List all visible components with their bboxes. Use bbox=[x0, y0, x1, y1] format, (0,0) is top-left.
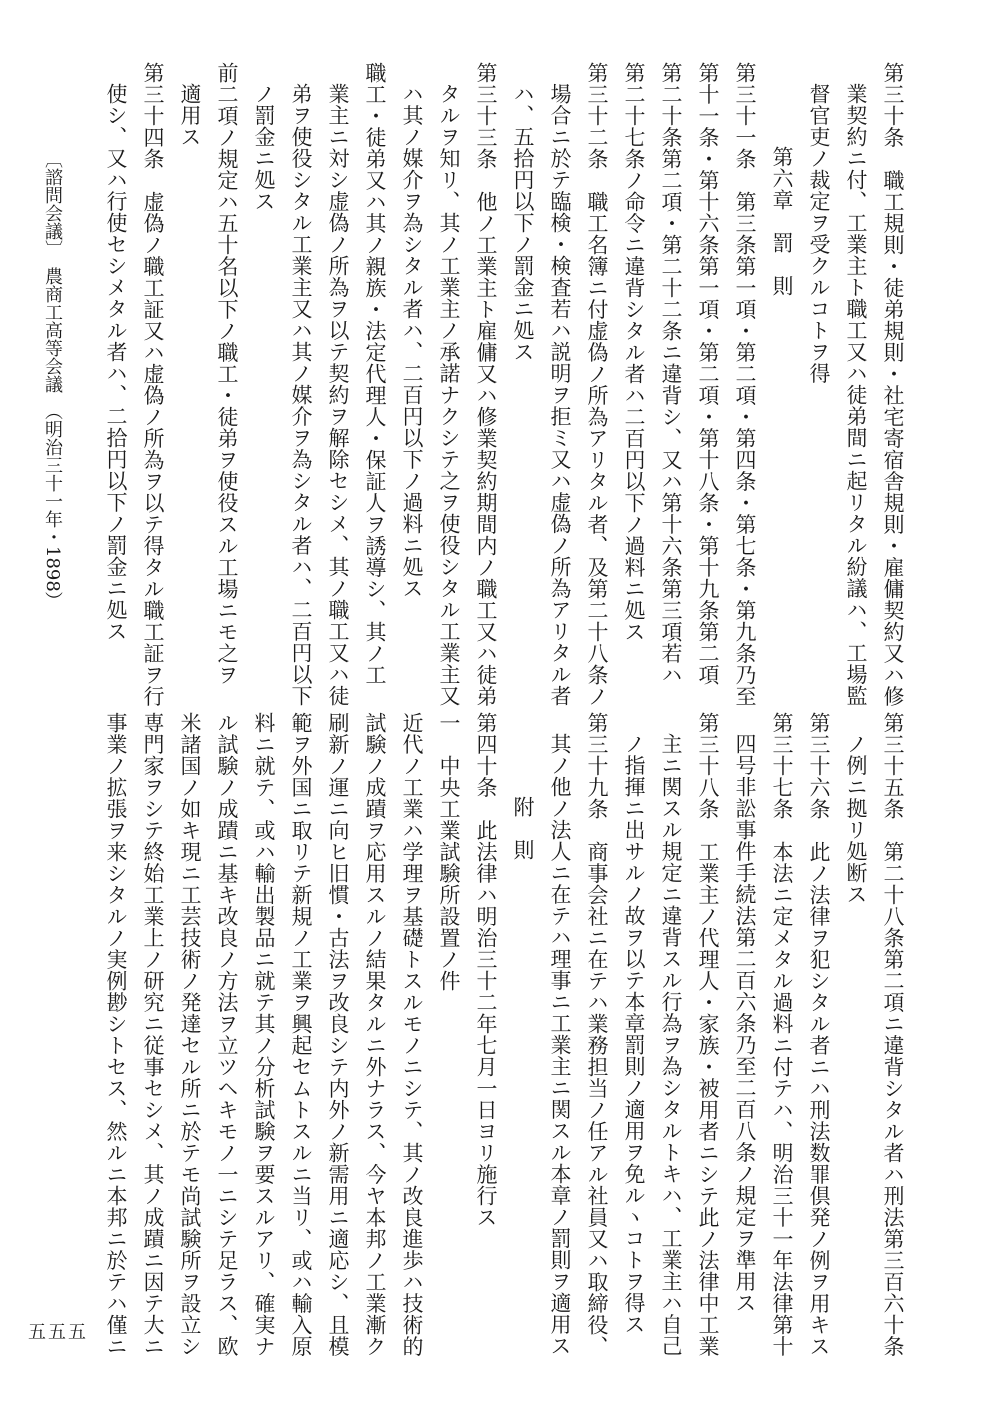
text-line: 場合ニ於テ臨検・検査若ハ説明ヲ拒ミ又ハ虚偽ノ所為アリタル者 bbox=[548, 83, 572, 707]
chapter-heading: 第六章 罰 則 bbox=[770, 146, 794, 297]
text-line: 試験ノ成蹟ヲ応用スルノ結果タルニ外ナラス、今ヤ本邦ノ工業漸ク bbox=[363, 712, 387, 1357]
lower-text-block bbox=[97, 712, 911, 1357]
text-line: 第三十五条 第二十八条第二項ニ違背シタル者ハ刑法第三百六十条 bbox=[881, 712, 905, 1357]
section-heading-supplementary: 附 則 bbox=[511, 796, 535, 861]
text-line: 第三十一条 第三条第一項・第二項・第四条・第七条・第九条乃至 bbox=[733, 62, 757, 707]
text-line: 第三十七条 本法ニ定メタル過料ニ付テハ、明治三十一年法律第十 bbox=[770, 712, 794, 1357]
text-line: 近代ノ工業ハ学理ヲ基礎トスルモノニシテ、其ノ改良進歩ハ技術的 bbox=[400, 712, 424, 1357]
text-line: 第三十四条 虚偽ノ職工証又ハ虚偽ノ所為ヲ以テ得タル職工証ヲ行 bbox=[141, 62, 165, 707]
text-line: 米諸国ノ如キ現ニ工芸技術ノ発達セル所ニ於テモ尚試験所ヲ設立シ bbox=[178, 712, 202, 1357]
text-line: ノ例ニ拠リ処断ス bbox=[844, 733, 868, 905]
text-line: 刷新ノ運ニ向ヒ旧慣・古法ヲ改良シテ内外ノ新需用ニ適応シ、且模 bbox=[326, 712, 350, 1357]
text-line: 料ニ就テ、或ハ輸出製品ニ就テ其ノ分析試験ヲ要スルアリ、確実ナ bbox=[252, 712, 276, 1357]
text-line: 第三十九条 商事会社ニ在テハ業務担当ノ任アル社員又ハ取締役、 bbox=[585, 712, 609, 1357]
text-line: ハ、五拾円以下ノ罰金ニ処ス bbox=[511, 83, 535, 363]
margin-source-note: 〔諮問会議〕 農商工高等会議 （明治三十一年・1898） bbox=[42, 150, 63, 610]
text-line: 第二十七条ノ命令ニ違背シタル者ハ二百円以下ノ過料ニ処ス bbox=[622, 62, 646, 643]
text-line: 専門家ヲシテ終始工業上ノ研究ニ従事セシメ、其ノ成蹟ニ因テ大ニ bbox=[141, 712, 165, 1357]
text-line: タルヲ知リ、其ノ工業主ノ承諾ナクシテ之ヲ使役シタル工業主又 bbox=[437, 83, 461, 707]
text-line: 第四十条 此法律ハ明治三十二年七月一日ヨリ施行ス bbox=[474, 712, 498, 1228]
item-heading: 一 中央工業試験所設置ノ件 bbox=[437, 712, 461, 992]
text-line: 業主ニ対シ虚偽ノ所為ヲ以テ契約ヲ解除セシメ、其ノ職工又ハ徒 bbox=[326, 83, 350, 707]
text-line: 事業ノ拡張ヲ来シタルノ実例尠シトセス、然ルニ本邦ニ於テハ僅ニ bbox=[104, 712, 128, 1357]
text-line: ル試験ノ成蹟ニ基キ改良ノ方法ヲ立ツヘキモノ一ニシテ足ラス、欧 bbox=[215, 712, 239, 1357]
text-line: 第十一条・第十六条第一項・第二項・第十八条・第十九条第二項 bbox=[696, 62, 720, 686]
text-line: 第二十条第二項・第二十二条ニ違背シ、又ハ第十六条第三項若ハ bbox=[659, 62, 683, 686]
text-line: 適用ス bbox=[178, 83, 202, 148]
text-line: 範ヲ外国ニ取リテ新規ノ工業ヲ興起セムトスルニ当リ、或ハ輸入原 bbox=[289, 712, 313, 1357]
text-line: 第三十条 職工規則・徒弟規則・社宅寄宿舎規則・雇傭契約又ハ修 bbox=[881, 62, 905, 707]
text-line: 前二項ノ規定ハ五十名以下ノ職工・徒弟ヲ使役スル工場ニモ之ヲ bbox=[215, 62, 239, 686]
text-line: 第三十六条 此ノ法律ヲ犯シタル者ニハ刑法数罪倶発ノ例ヲ用キス bbox=[807, 712, 831, 1357]
text-line: ハ其ノ媒介ヲ為シタル者ハ、二百円以下ノ過料ニ処ス bbox=[400, 83, 424, 599]
text-line: ノ罰金ニ処ス bbox=[252, 83, 276, 212]
text-line: 督官吏ノ裁定ヲ受クルコトヲ得 bbox=[807, 83, 831, 384]
page-number: 五五五 bbox=[28, 1322, 88, 1343]
text-line: 四号非訟事件手続法第二百六条乃至二百八条ノ規定ヲ準用ス bbox=[733, 733, 757, 1314]
text-line: 主ニ関スル規定ニ違背スル行為ヲ為シタルトキハ、工業主ハ自己 bbox=[659, 733, 683, 1357]
text-line: 第三十三条 他ノ工業主ト雇傭又ハ修業契約期間内ノ職工又ハ徒弟 bbox=[474, 62, 498, 707]
text-line: 其ノ他ノ法人ニ在テハ理事ニ工業主ニ関スル本章ノ罰則ヲ適用ス bbox=[548, 733, 572, 1357]
text-line: 職工・徒弟又ハ其ノ親族・法定代理人・保証人ヲ誘導シ、其ノ工 bbox=[363, 62, 387, 686]
text-line: 使シ、又ハ行使セシメタル者ハ、二拾円以下ノ罰金ニ処ス bbox=[104, 83, 128, 642]
upper-text-block bbox=[97, 62, 911, 707]
text-line: 第三十八条 工業主ノ代理人・家族・被用者ニシテ此ノ法律中工業 bbox=[696, 712, 720, 1357]
text-line: ノ指揮ニ出サルノ故ヲ以テ本章罰則ノ適用ヲ免ルヽコトヲ得ス bbox=[622, 733, 646, 1335]
text-line: 弟ヲ使役シタル工業主又ハ其ノ媒介ヲ為シタル者ハ、二百円以下 bbox=[289, 83, 313, 707]
text-line: 第三十二条 職工名簿ニ付虚偽ノ所為アリタル者、及第二十八条ノ bbox=[585, 62, 609, 707]
text-line: 業契約ニ付、工業主ト職工又ハ徒弟間ニ起リタル紛議ハ、工場監 bbox=[844, 83, 868, 707]
